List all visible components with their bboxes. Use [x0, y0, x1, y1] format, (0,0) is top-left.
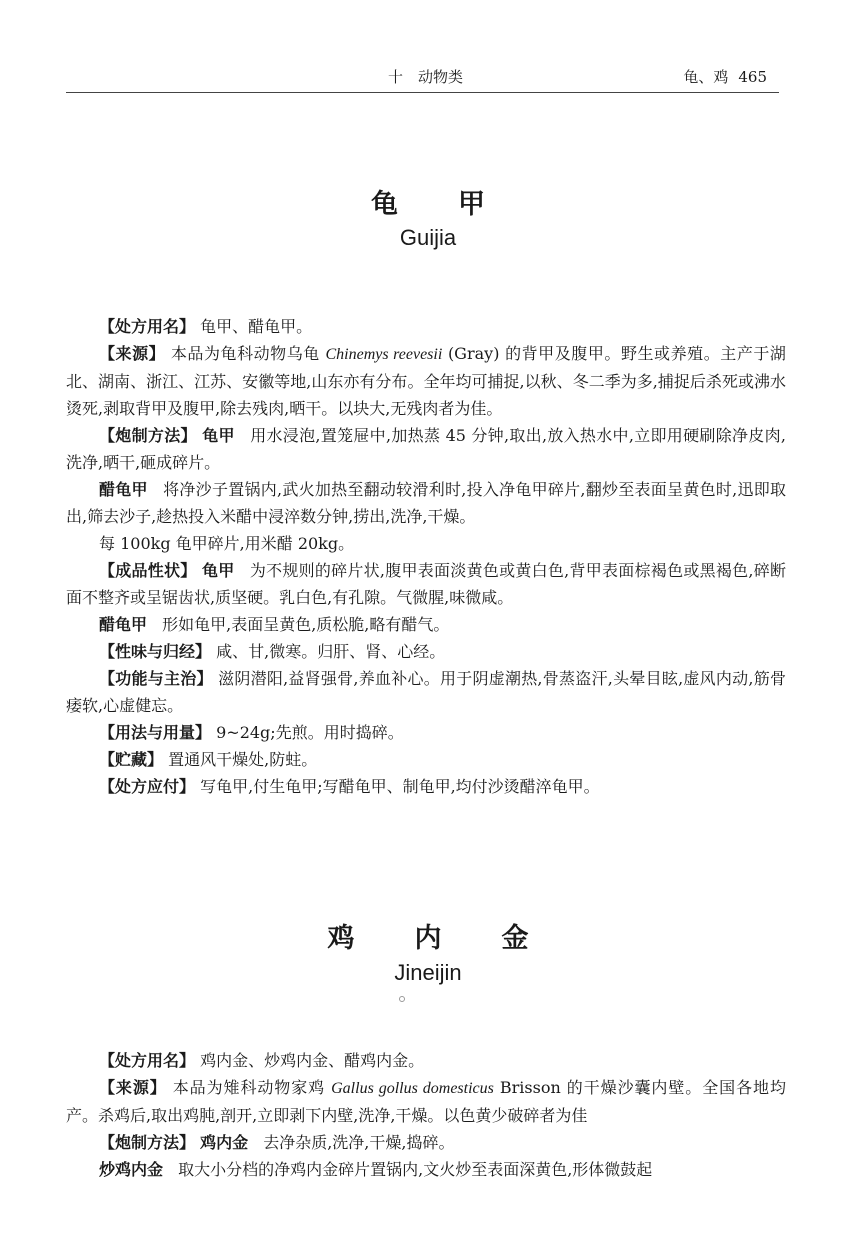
header-entries: 龟、鸡 [683, 68, 729, 86]
label-source: 【来源】 [99, 1078, 167, 1097]
sub-label: 醋龟甲 [99, 615, 148, 634]
text-function: 滋阴潜阳,益肾强骨,养血补心。用于阴虚潮热,骨蒸盗汗,头晕目眩,虚风内动,筋骨痿软,心虚健忘。 [66, 669, 786, 715]
paragraph-nature [66, 638, 786, 665]
text-dispensing: 写龟甲,付生龟甲;写醋龟甲、制龟甲,均付沙烫醋淬龟甲。 [200, 777, 600, 796]
paragraph-dispensing [66, 773, 786, 800]
paragraph-prescription [66, 1047, 786, 1074]
text-nature: 咸、甘,微寒。归肝、肾、心经。 [216, 642, 446, 661]
label-processing: 【炮制方法】 [99, 426, 197, 445]
text-source-1: 本品为龟科动物乌龟 [170, 344, 320, 363]
sub-label: 炒鸡内金 [99, 1160, 164, 1179]
label-prescription: 【处方用名】 [99, 1051, 196, 1070]
sub-label: 龟甲 [202, 426, 235, 445]
paragraph-function [66, 665, 786, 719]
label-usage: 【用法与用量】 [99, 723, 212, 742]
paragraph-processing-fried [66, 1156, 786, 1183]
label-nature: 【性味与归经】 [99, 642, 212, 661]
paragraph-source [66, 340, 786, 422]
text-properties-1: 为不规则的碎片状,腹甲表面淡黄色或黄白色,背甲表面棕褐色或黑褐色,碎断面不整齐或呈锯齿状,质坚硬。乳白色,有孔隙。气微腥,味微咸。 [66, 561, 786, 607]
section-title: 十 动物类 [388, 68, 464, 86]
paragraph-processing [66, 1129, 786, 1156]
text-source-1: 本品为雉科动物家鸡 [172, 1078, 326, 1097]
paragraph-storage [66, 746, 786, 773]
label-prescription: 【处方用名】 [99, 317, 196, 336]
entry-body-jineijin [66, 1047, 786, 1183]
sub-label: 龟甲 [201, 561, 235, 580]
latin-name: Gallus gollus domesticus [331, 1080, 494, 1097]
text-source-2: (Gray) 的背甲及腹甲。野生或养殖。主产于湖北、湖南、浙江、江苏、安徽等地,山东亦有分布。全年均可捕捉,以秋、冬二季为多,捕捉后杀死或沸水烫死,剥取背甲及腹甲,除去残肉,晒干。以块大,无残肉者为佳。 [66, 344, 786, 418]
paragraph-usage [66, 719, 786, 746]
label-dispensing: 【处方应付】 [99, 777, 196, 796]
sub-label: 醋龟甲 [99, 480, 148, 499]
paragraph-ratio: 每 100kg 龟甲碎片,用米醋 20kg。 [99, 534, 355, 553]
latin-name: Chinemys reevesii [325, 346, 443, 363]
running-header [66, 62, 779, 93]
entry-body-guijia [66, 313, 786, 800]
paragraph-prescription [66, 313, 786, 340]
speck-mark [399, 996, 405, 1002]
paragraph-source [66, 1074, 786, 1129]
paragraph-processing [66, 422, 786, 476]
page-number: 465 [738, 68, 767, 86]
text-properties-2: 形如龟甲,表面呈黄色,质松脆,略有醋气。 [162, 615, 450, 634]
entry-pinyin-jineijin: Jineijin [394, 960, 462, 985]
entry-title-guijia: 龟甲 [371, 189, 545, 220]
text-storage: 置通风干燥处,防蛀。 [168, 750, 318, 769]
header-right [683, 66, 767, 87]
label-source: 【来源】 [99, 344, 166, 363]
text-processing-2: 取大小分档的净鸡内金碎片置锅内,文火炒至表面深黄色,形体微鼓起 [178, 1160, 653, 1179]
paragraph-processing-vinegar [66, 476, 786, 530]
sub-label: 鸡内金 [200, 1133, 249, 1152]
text-source-2: Brisson 的干燥沙囊内壁。全国各地均产。杀鸡后,取出鸡肫,剖开,立即剥下内壁,洗净,干燥。以色黄少破碎者为佳 [66, 1078, 786, 1125]
text-processing-2: 将净沙子置锅内,武火加热至翻动较滑利时,投入净龟甲碎片,翻炒至表面呈黄色时,迅即取出,筛去沙子,趁热投入米醋中浸淬数分钟,捞出,洗净,干燥。 [66, 480, 786, 526]
label-function: 【功能与主治】 [99, 669, 213, 688]
paragraph-properties [66, 557, 786, 611]
label-processing: 【炮制方法】 [99, 1133, 196, 1152]
label-properties: 【成品性状】 [99, 561, 197, 580]
text-prescription: 鸡内金、炒鸡内金、醋鸡内金。 [200, 1051, 425, 1070]
text-processing-1: 去净杂质,洗净,干燥,捣碎。 [263, 1133, 455, 1152]
text-prescription: 龟甲、醋龟甲。 [200, 317, 313, 336]
text-usage: 9~24g;先煎。用时捣碎。 [216, 723, 404, 742]
text-processing-1: 用水浸泡,置笼屉中,加热蒸 45 分钟,取出,放入热水中,立即用硬刷除净皮肉,洗净,晒干,砸成碎片。 [66, 426, 786, 472]
label-storage: 【贮藏】 [99, 750, 164, 769]
entry-pinyin-guijia: Guijia [399, 225, 457, 250]
entry-title-jineijin: 鸡内金 [327, 923, 589, 954]
paragraph-properties-vinegar [66, 611, 786, 638]
